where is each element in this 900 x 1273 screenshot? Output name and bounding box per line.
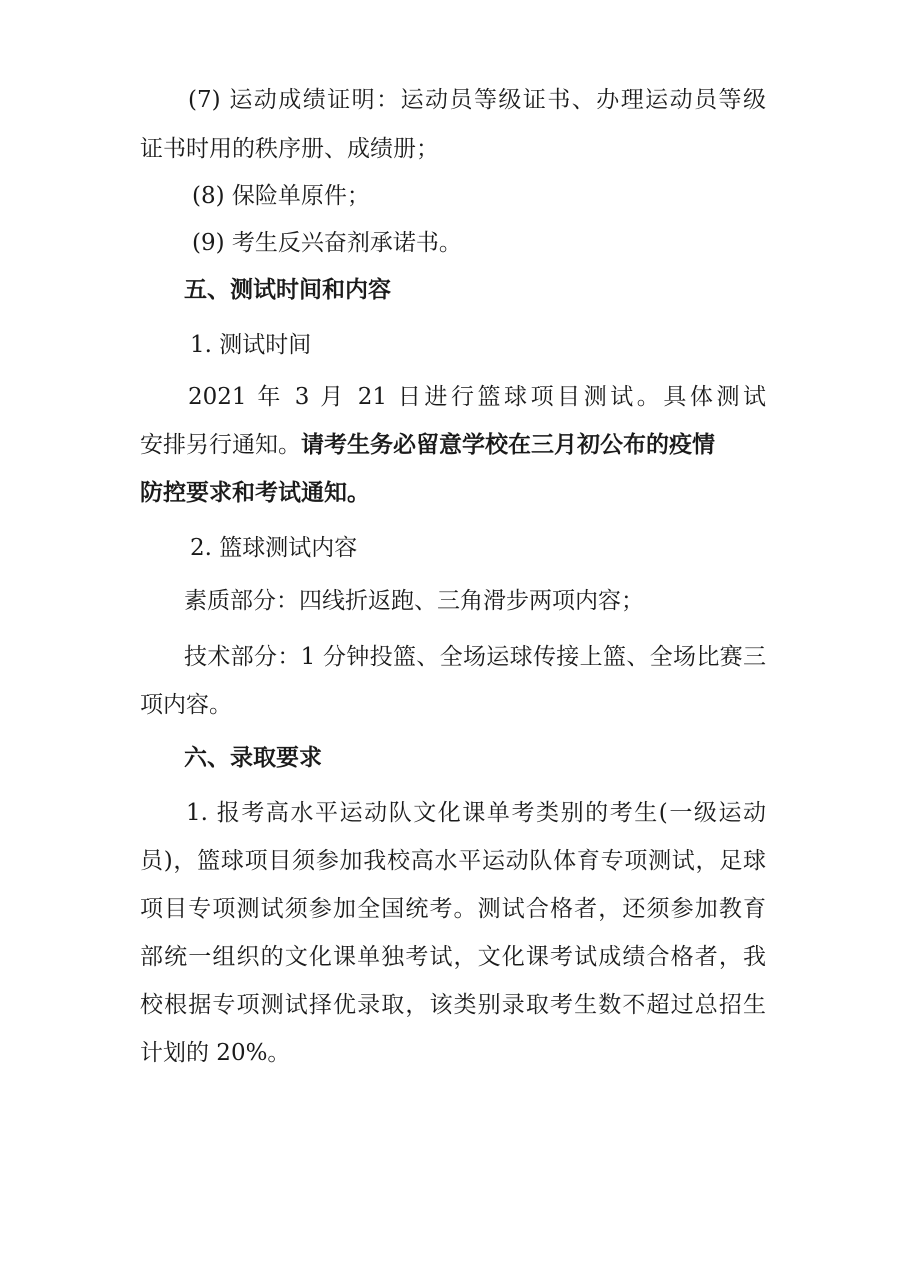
section-5-heading: 五、测试时间和内容 bbox=[184, 277, 391, 303]
admission-para-line-3: 项目专项测试须参加全国统考。测试合格者，还须参加教育 bbox=[140, 896, 766, 922]
admission-para-line-4: 部统一组织的文化课单独考试，文化课考试成绩合格者，我 bbox=[140, 944, 766, 970]
test-time-line-1: 2021 年 3 月 21 日进行篮球项目测试。具体测试 bbox=[188, 384, 766, 410]
skill-part-line-2: 项内容。 bbox=[140, 692, 232, 718]
item-8: (8) 保险单原件； bbox=[192, 183, 370, 209]
subsection-basketball-content-title: 2. 篮球测试内容 bbox=[190, 535, 358, 561]
quality-part: 素质部分：四线折返跑、三角滑步两项内容； bbox=[184, 588, 644, 614]
item-7-line-1: (7) 运动成绩证明：运动员等级证书、办理运动员等级 bbox=[188, 87, 766, 113]
item-9: (9) 考生反兴奋剂承诺书。 bbox=[192, 230, 462, 256]
admission-para-line-5: 校根据专项测试择优录取，该类别录取考生数不超过总招生 bbox=[140, 992, 766, 1018]
admission-para-line-2: 员)，篮球项目须参加我校高水平运动队体育专项测试，足球 bbox=[140, 848, 766, 874]
test-time-schedule-note: 安排另行通知。 bbox=[140, 432, 301, 458]
subsection-test-time-title: 1. 测试时间 bbox=[190, 332, 312, 358]
item-7-line-2: 证书时用的秩序册、成绩册； bbox=[140, 136, 439, 162]
section-6-heading: 六、录取要求 bbox=[184, 745, 322, 771]
skill-part-line-1: 技术部分：1 分钟投篮、全场运球传接上篮、全场比赛三 bbox=[184, 644, 766, 670]
epidemic-notice-bold: 请考生务必留意学校在三月初公布的疫情 bbox=[301, 432, 715, 458]
epidemic-notice-bold-line-2: 防控要求和考试通知。 bbox=[140, 480, 370, 506]
test-time-line-2 bbox=[140, 430, 715, 460]
admission-para-line-6: 计划的 20%。 bbox=[140, 1040, 291, 1066]
admission-para-line-1: 1. 报考高水平运动队文化课单考类别的考生(一级运动 bbox=[186, 800, 766, 826]
